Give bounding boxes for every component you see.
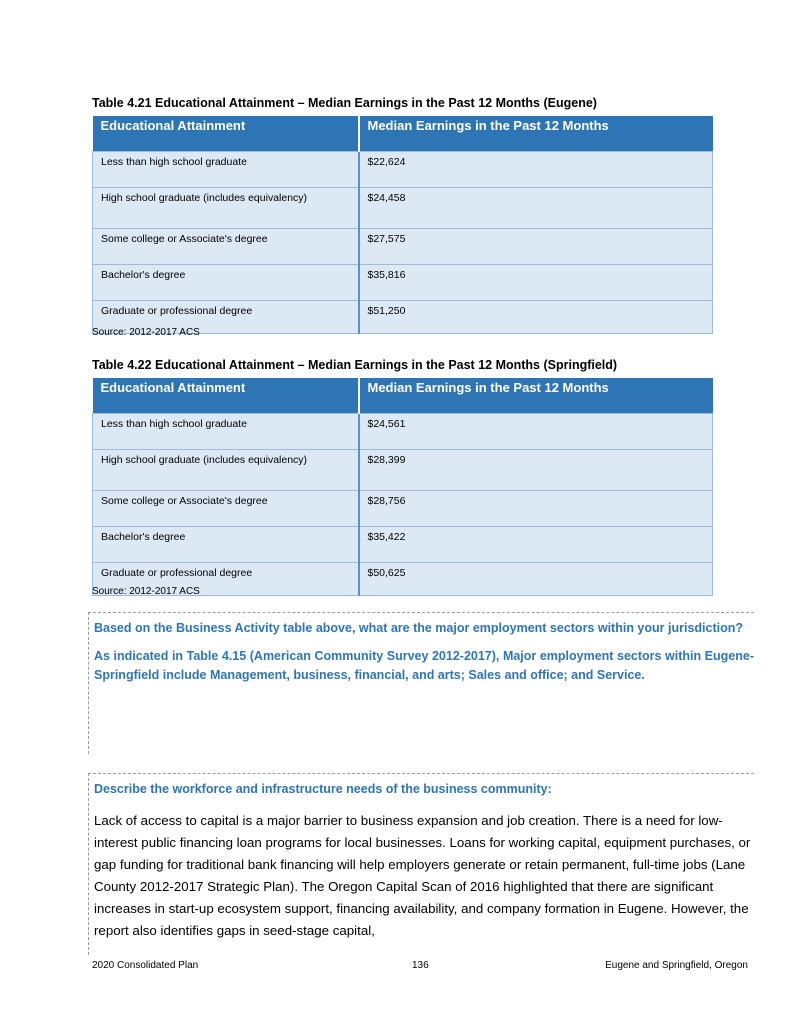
column-header-educational-attainment: Educational Attainment: [93, 116, 359, 152]
row-value: $50,625: [359, 563, 713, 596]
row-label: Less than high school graduate: [93, 152, 359, 188]
table-row: [93, 414, 713, 450]
row-value: $27,575: [359, 229, 713, 265]
employment-sectors-answer: As indicated in Table 4.15 (American Community Survey 2012-2017), Major employment sectors within Eugene-Springfield include Management, business, financial, and arts; Sales and office; and Service.: [94, 649, 754, 682]
row-label: High school graduate (includes equivalency): [93, 450, 359, 491]
workforce-needs-body: Lack of access to capital is a major barrier to business expansion and job creation. There is a need for low-interest public financing loan programs for local businesses. Loans for working capital, equipment purchases, or gap funding for traditional bank financing will help employers generate or retain permanent, full-time jobs (Lane County 2012-2017 Strategic Plan). The Oregon Capital Scan of 2016 highlighted that there are significant increases in start-up ecosystem support, financing availability, and company formation in Eugene. However, the report also identifies gaps in seed-stage capital,: [94, 813, 751, 938]
table-row: [93, 450, 713, 491]
table-row: [93, 188, 713, 229]
column-header-median-earnings: Median Earnings in the Past 12 Months: [359, 116, 713, 152]
row-label: High school graduate (includes equivalency): [93, 188, 359, 229]
footer-document-title: 2020 Consolidated Plan: [92, 960, 199, 971]
row-value: $28,399: [359, 450, 713, 491]
row-value: $35,816: [359, 265, 713, 301]
footer-jurisdiction: Eugene and Springfield, Oregon: [605, 960, 748, 971]
column-header-median-earnings: Median Earnings in the Past 12 Months: [359, 378, 713, 414]
row-value: $22,624: [359, 152, 713, 188]
table-4-22-source: Source: 2012-2017 ACS: [92, 586, 200, 597]
workforce-needs-section: [88, 773, 754, 955]
table-row: [93, 265, 713, 301]
table-row: [93, 229, 713, 265]
row-label: Some college or Associate's degree: [93, 229, 359, 265]
table-4-21-title: Table 4.21 Educational Attainment – Median Earnings in the Past 12 Months (Eugene): [92, 96, 597, 110]
row-label: Some college or Associate's degree: [93, 491, 359, 527]
row-label: Bachelor's degree: [93, 265, 359, 301]
row-label: Graduate or professional degree: [93, 563, 359, 596]
row-label: Graduate or professional degree: [93, 301, 359, 334]
table-row: [93, 491, 713, 527]
row-value: $51,250: [359, 301, 713, 334]
employment-sectors-section: [88, 612, 754, 754]
table-row: [93, 527, 713, 563]
table-4-22: [92, 378, 713, 596]
employment-sectors-question: Based on the Business Activity table above, what are the major employment sectors within your jurisdiction?: [94, 621, 743, 635]
row-value: $28,756: [359, 491, 713, 527]
table-4-21: [92, 116, 713, 334]
column-header-educational-attainment: Educational Attainment: [93, 378, 359, 414]
table-row: [93, 152, 713, 188]
row-label: Less than high school graduate: [93, 414, 359, 450]
table-4-21-source: Source: 2012-2017 ACS: [92, 327, 200, 338]
row-value: $24,458: [359, 188, 713, 229]
page-number: 136: [412, 960, 429, 971]
row-value: $24,561: [359, 414, 713, 450]
workforce-needs-question: Describe the workforce and infrastructure needs of the business community:: [94, 782, 552, 796]
row-label: Bachelor's degree: [93, 527, 359, 563]
table-4-22-title: Table 4.22 Educational Attainment – Median Earnings in the Past 12 Months (Springfield): [92, 358, 618, 372]
row-value: $35,422: [359, 527, 713, 563]
